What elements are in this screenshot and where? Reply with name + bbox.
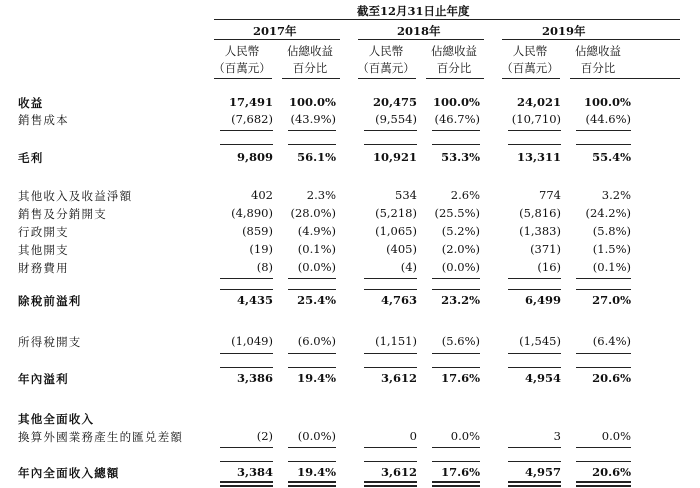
row-label: 財務費用 [18, 261, 69, 275]
subtotal-rule [508, 130, 561, 131]
amount-cell: (4,890) [231, 206, 273, 220]
subtotal-rule [576, 367, 631, 368]
amount-header-2018: 人民幣 （百萬元） [357, 44, 415, 75]
subtotal-rule [220, 461, 273, 462]
percent-cell: (6.4%) [592, 334, 631, 348]
double-underline [508, 481, 561, 483]
percent-cell: (0.1%) [297, 242, 336, 256]
year-2017-heading: 2017年 [253, 24, 297, 38]
row-label: 其他開支 [18, 243, 69, 257]
subtotal-rule [508, 289, 561, 290]
percent-cell: (25.5%) [434, 206, 480, 220]
percent-cell: (44.6%) [585, 112, 631, 126]
subtotal-rule [220, 144, 273, 145]
amount-cell: (1,545) [519, 334, 561, 348]
subtotal-rule [432, 278, 480, 279]
subtotal-rule [508, 461, 561, 462]
percent-cell: (24.2%) [585, 206, 631, 220]
row-label: 其他全面收入 [18, 412, 95, 426]
amount-cell: (371) [530, 242, 561, 256]
subtotal-rule [508, 367, 561, 368]
pct-header-2019: 佔總收益 百分比 [575, 44, 621, 75]
subtotal-rule [288, 367, 336, 368]
amount-cell: (859) [242, 224, 273, 238]
percent-cell: 23.2% [441, 293, 480, 307]
subtotal-rule [576, 144, 631, 145]
double-underline [508, 485, 561, 487]
subtotal-rule [288, 144, 336, 145]
amount-cell: 3 [553, 429, 561, 443]
year-2019-rule [502, 39, 680, 40]
row-label: 銷售及分銷開支 [18, 207, 107, 221]
subheader-rule-2018b [426, 78, 484, 79]
amount-cell: (7,682) [231, 112, 273, 126]
amount-cell: (5,816) [519, 206, 561, 220]
subtotal-rule [364, 461, 417, 462]
amount-cell: 24,021 [516, 95, 561, 109]
percent-cell: (0.0%) [297, 429, 336, 443]
amount-cell: 17,491 [228, 95, 273, 109]
amount-cell: (2) [256, 429, 273, 443]
amount-cell: 774 [539, 188, 561, 202]
subtotal-rule [220, 278, 273, 279]
percent-cell: 17.6% [441, 371, 480, 385]
percent-cell: (4.9%) [297, 224, 336, 238]
subtotal-rule [364, 367, 417, 368]
amount-cell: (19) [249, 242, 273, 256]
pct-header-2017: 佔總收益 百分比 [287, 44, 333, 75]
amount-cell: 10,921 [372, 150, 417, 164]
subtotal-rule [432, 289, 480, 290]
percent-cell: (5.8%) [592, 224, 631, 238]
subtotal-rule [432, 144, 480, 145]
double-underline [364, 485, 417, 487]
subtotal-rule [364, 353, 417, 354]
amount-header-2017: 人民幣 （百萬元） [213, 44, 271, 75]
amount-cell: 3,386 [236, 371, 273, 385]
subtotal-rule [288, 278, 336, 279]
percent-cell: 55.4% [592, 150, 631, 164]
subheader-rule-2017a [214, 78, 272, 79]
percent-cell: 2.6% [450, 188, 480, 202]
amount-cell: 4,763 [380, 293, 417, 307]
double-underline [432, 481, 480, 483]
amount-cell: 4,435 [236, 293, 273, 307]
amount-cell: 402 [251, 188, 273, 202]
subtotal-rule [288, 447, 336, 448]
pct-header-2018: 佔總收益 百分比 [431, 44, 477, 75]
percent-cell: 100.0% [289, 95, 336, 109]
amount-cell: (1,383) [519, 224, 561, 238]
row-label: 銷售成本 [18, 113, 69, 127]
row-label: 年內溢利 [18, 372, 69, 386]
subtotal-rule [364, 447, 417, 448]
amount-cell: (10,710) [511, 112, 561, 126]
subtotal-rule [432, 130, 480, 131]
percent-cell: 19.4% [297, 465, 336, 479]
double-underline [220, 481, 273, 483]
percent-cell: 17.6% [441, 465, 480, 479]
subtotal-rule [576, 289, 631, 290]
row-label: 行政開支 [18, 225, 69, 239]
amount-cell: 13,311 [516, 150, 561, 164]
percent-cell: 56.1% [297, 150, 336, 164]
amount-cell: 3,384 [236, 465, 273, 479]
percent-cell: (0.0%) [441, 260, 480, 274]
subtotal-rule [288, 130, 336, 131]
subtotal-rule [432, 461, 480, 462]
year-2019-heading: 2019年 [542, 24, 586, 38]
subtotal-rule [364, 130, 417, 131]
percent-cell: (2.0%) [441, 242, 480, 256]
percent-cell: (43.9%) [290, 112, 336, 126]
subheader-rule-2018a [358, 78, 416, 79]
double-underline [432, 485, 480, 487]
subtotal-rule [288, 289, 336, 290]
percent-cell: 20.6% [592, 371, 631, 385]
year-2017-rule [214, 39, 340, 40]
amount-cell: 3,612 [380, 465, 417, 479]
row-label: 年內全面收入總額 [18, 466, 120, 480]
percent-cell: 100.0% [584, 95, 631, 109]
amount-cell: (1,065) [375, 224, 417, 238]
subtotal-rule [432, 353, 480, 354]
percent-cell: (46.7%) [434, 112, 480, 126]
subtotal-rule [508, 353, 561, 354]
subtotal-rule [576, 353, 631, 354]
subtotal-rule [576, 461, 631, 462]
subtotal-rule [508, 144, 561, 145]
percent-cell: (0.0%) [297, 260, 336, 274]
subtotal-rule [364, 278, 417, 279]
percent-cell: (5.2%) [441, 224, 480, 238]
amount-cell: 4,957 [524, 465, 561, 479]
percent-cell: 0.0% [450, 429, 480, 443]
subheader-rule-2019b [570, 78, 680, 79]
subtotal-rule [220, 447, 273, 448]
subtotal-rule [220, 130, 273, 131]
row-label: 其他收入及收益淨額 [18, 189, 133, 203]
percent-cell: 20.6% [592, 465, 631, 479]
amount-header-2019: 人民幣 （百萬元） [501, 44, 559, 75]
percent-cell: 25.4% [297, 293, 336, 307]
subtotal-rule [432, 367, 480, 368]
percent-cell: 0.0% [601, 429, 631, 443]
amount-cell: (4) [400, 260, 417, 274]
amount-cell: 9,809 [236, 150, 273, 164]
percent-cell: 3.2% [601, 188, 631, 202]
amount-cell: 3,612 [380, 371, 417, 385]
amount-cell: (1,049) [231, 334, 273, 348]
double-underline [288, 481, 336, 483]
subtotal-rule [288, 461, 336, 462]
percent-cell: (1.5%) [592, 242, 631, 256]
amount-cell: 20,475 [372, 95, 417, 109]
row-label: 除稅前溢利 [18, 294, 82, 308]
double-underline [220, 485, 273, 487]
percent-cell: (5.6%) [441, 334, 480, 348]
percent-cell: (0.1%) [592, 260, 631, 274]
amount-cell: (16) [537, 260, 561, 274]
percent-cell: (6.0%) [297, 334, 336, 348]
subtotal-rule [432, 447, 480, 448]
subtotal-rule [288, 353, 336, 354]
double-underline [576, 485, 631, 487]
percent-cell: 53.3% [441, 150, 480, 164]
percent-cell: 27.0% [592, 293, 631, 307]
percent-cell: 100.0% [433, 95, 480, 109]
amount-cell: 6,499 [524, 293, 561, 307]
subtotal-rule [508, 278, 561, 279]
double-underline [364, 481, 417, 483]
percent-cell: (28.0%) [290, 206, 336, 220]
row-label: 所得稅開支 [18, 335, 82, 349]
percent-cell: 19.4% [297, 371, 336, 385]
subtotal-rule [576, 447, 631, 448]
subtotal-rule [364, 144, 417, 145]
period-heading: 截至12月31日止年度 [357, 4, 470, 18]
subtotal-rule [364, 289, 417, 290]
subtotal-rule [220, 367, 273, 368]
amount-cell: (405) [386, 242, 417, 256]
amount-cell: 534 [395, 188, 417, 202]
row-label: 換算外國業務產生的匯兑差額 [18, 430, 184, 444]
subheader-rule-2017b [282, 78, 340, 79]
subtotal-rule [508, 447, 561, 448]
double-underline [288, 485, 336, 487]
amount-cell: (9,554) [375, 112, 417, 126]
row-label: 收益 [18, 96, 44, 110]
subtotal-rule [220, 289, 273, 290]
period-rule [214, 19, 680, 20]
amount-cell: 4,954 [524, 371, 561, 385]
subheader-rule-2019a [502, 78, 560, 79]
year-2018-rule [358, 39, 484, 40]
row-label: 毛利 [18, 151, 44, 165]
amount-cell: (5,218) [375, 206, 417, 220]
amount-cell: (8) [256, 260, 273, 274]
amount-cell: 0 [409, 429, 417, 443]
subtotal-rule [576, 130, 631, 131]
percent-cell: 2.3% [306, 188, 336, 202]
amount-cell: (1,151) [375, 334, 417, 348]
double-underline [576, 481, 631, 483]
subtotal-rule [220, 353, 273, 354]
subtotal-rule [576, 278, 631, 279]
year-2018-heading: 2018年 [397, 24, 441, 38]
